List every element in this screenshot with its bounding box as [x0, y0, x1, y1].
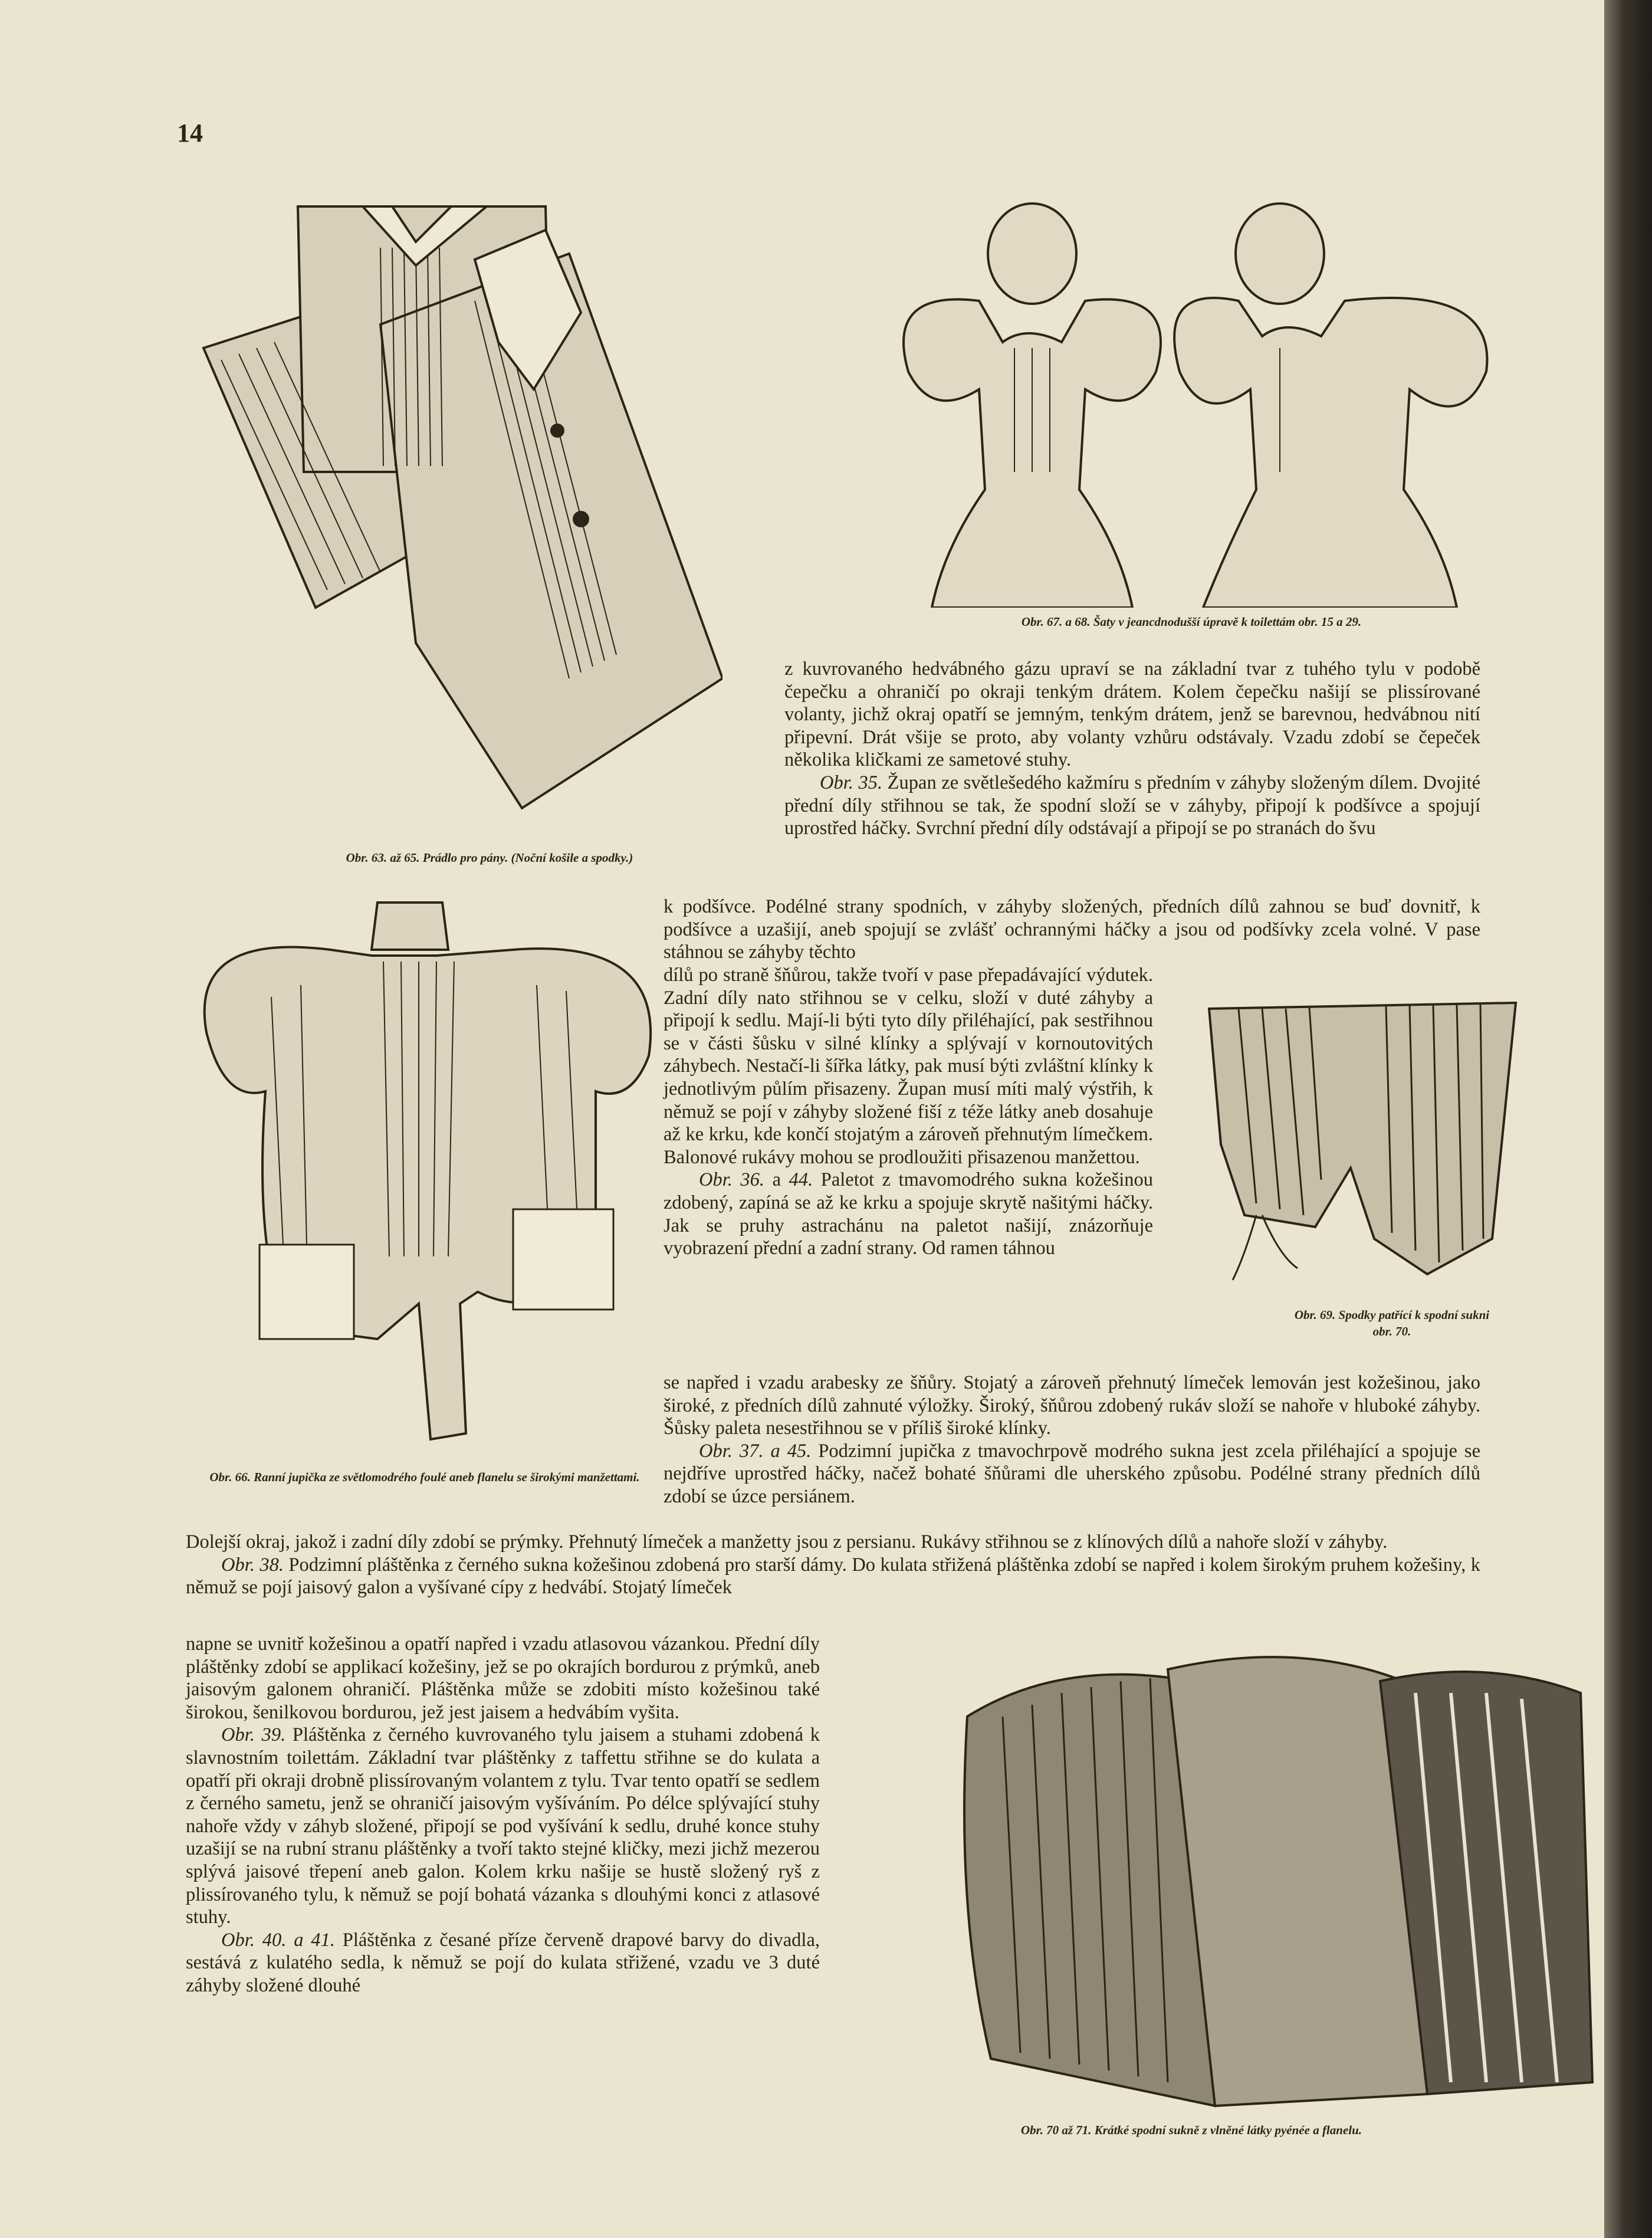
label-obr-39: Obr. 39. — [221, 1724, 286, 1746]
dresses-illustration-icon — [873, 195, 1510, 608]
figure-dresses — [873, 195, 1510, 608]
jacket-illustration-icon — [183, 879, 684, 1445]
paragraph-cap-continuation: z kuvrovaného hedvábného gázu upraví se na základní tvar z tuhého tylu v podobě čepečku a ohraničí po okraji tenkým drátem. Kolem čepečku našijí se plissírované volanty, jichž okraj opatří se jemným, tenkým drátem, jenž se barevnou, hedvábnou nití připevní. Drát všije se proto, aby volanty vzhůru odstávaly. Vzadu zdobí se čepeček několika kličkami ze sametové stuhy. — [784, 658, 1480, 771]
text-obr-36: Paletot z tmavomodrého sukna kožešinou zdobený, zapíná se až ke krku a spojuje skrytě našitými háčky. Jak se pruhy astrachánu na paletot našijí, znázorňuje vyobrazení přední a zadní strany. Od ramen táhnou — [664, 1169, 1153, 1259]
book-spine — [1604, 0, 1652, 2238]
text-full-width-1 — [664, 895, 1480, 964]
text-obr-35: Župan ze světlešedého kažmíru s předním v záhyby složeným dílem. Dvojité přední díly střihnou se tak, že spodní složí se v záhyby, připojí k podšívce a spojují uprostřed háčky. Svrchní přední díly odstávají a připojí se po stranách do švu — [784, 772, 1480, 839]
label-obr-36-a: a — [772, 1169, 781, 1191]
drawers-illustration-icon — [1197, 991, 1528, 1286]
text-column-upper-right — [784, 658, 1480, 840]
caption-fig-67-68: Obr. 67. a 68. Šaty v jeancdnodušší úpravě k toilettám obr. 15 a 29. — [1021, 615, 1362, 629]
paragraph-obr-40 — [186, 1929, 820, 1997]
petticoats-illustration-icon — [944, 1646, 1604, 2112]
label-obr-38: Obr. 38. — [221, 1554, 284, 1576]
label-obr-36: Obr. 36. — [699, 1169, 765, 1191]
paragraph-dolejsi-okraj: Dolejší okraj, jakož i zadní díly zdobí se prýmky. Přehnutý límeček a manžetty jsou z persianu. Rukávy střihnou se z klínových dílů a nahoře složí v záhyby. — [186, 1531, 1388, 1553]
paragraph-obr-37 — [664, 1440, 1480, 1508]
paragraph-arabesky: se napřed i vzadu arabesky ze šňůry. Stojatý a zároveň přehnutý límeček lemován jest kožešinou, jako široké, z předních dílů zahnuté výložky. Široký, šňůrou zdobený rukáv složí se nahoře v hluboké záhyby. Šůsky paleta nesestřihnou se v příliš široké klínky. — [664, 1372, 1480, 1439]
paragraph-obr-39 — [186, 1724, 820, 1928]
text-obr-37: Podzimní jupička z tmavochrpově modrého sukna jest zcela přiléhající a spojuje se nejdříve uprostřed háčky, načež bohaté šňůrami dle uherského způsobu. Podélné strany předních dílů zdobí se úzce persiánem. — [664, 1440, 1480, 1507]
label-obr-40: Obr. 40. a 41. — [221, 1929, 335, 1951]
text-full-width-2 — [664, 1371, 1480, 1508]
figure-jacket — [183, 879, 684, 1445]
caption-fig-66: Obr. 66. Ranní jupička ze světlomodrého foulé aneb flanelu se širokými manžettami. — [209, 1470, 640, 1484]
text-lower-left-column — [186, 1633, 820, 1997]
caption-fig-70-71: Obr. 70 až 71. Krátké spodní sukně z vlněné látky pyénée a flanelu. — [1020, 2123, 1362, 2137]
caption-fig-63-65: Obr. 63. až 65. Prádlo pro pány. (Noční košile a spodky.) — [346, 851, 633, 865]
paragraph-obr-35 — [784, 772, 1480, 840]
text-obr-40: Pláštěnka z česané příze červeně drapové barvy do divadla, sestává z kulatého sedla, k němuž se pojí do kulata střižené, vzadu ve 3 duté záhyby složené dlouhé — [186, 1929, 820, 1996]
label-obr-44: 44. — [789, 1169, 813, 1191]
shirts-illustration-icon — [168, 195, 722, 820]
paragraph-dilu: dílů po straně šňůrou, takže tvoří v pase přepadávající výdutek. Zadní díly nato střihnou se v celku, složí v duté záhyby a připojí k sedlu. Mají-li býti tyto díly přiléhající, pak sestřihnou se v části šůsku v silné klínky a splývají v kornoutovitých záhybech. Nestačí-li šířka látky, pak musí býti zvláštní klínky k jednotlivým půlím přisazeny. Župan musí míti malý výstřih, k němuž se pojí v záhyby složené fiší z téže látky aneb dosahuje až ke krku, kde končí stojatým a zároveň přehnutým límečkem. Balonové rukávy mohou se prodloužiti přisazenou manžettou. — [664, 964, 1153, 1168]
page-number: 14 — [177, 119, 203, 147]
caption-fig-69: Obr. 69. Spodky patřící k spodní sukni obr. 70. — [1294, 1308, 1490, 1339]
paragraph-podsivce: k podšívce. Podélné strany spodních, v záhyby složených, předních dílů zahnou se buď dovnitř, k podšívce a uzašijí, aneb spojují se zvlášť ochrannými háčky a jsou od podšívky zcela volné. V pase stáhnou se záhyby těchto — [664, 896, 1480, 963]
figure-petticoats — [944, 1646, 1604, 2112]
text-obr-38: Podzimní pláštěnka z černého sukna kožešinou zdobená pro starší dámy. Do kulata střižená pláštěnka zdobí se napřed i kolem širokým pruhem kožešiny, k němuž se pojí jaisový galon a vyšívané cípy z hedvábí. Stojatý límeček — [186, 1554, 1480, 1599]
label-obr-35: Obr. 35. — [820, 772, 883, 793]
figure-shirts — [168, 195, 722, 820]
text-obr-39: Pláštěnka z černého kuvrovaného tylu jaisem a stuhami zdobená k slavnostním toilettám. Základní tvar pláštěnky z taffettu střihne se do kulata a opatří při okraji drobně plissírovaným volantem z tylu. Tvar tento opatří se sedlem z černého sametu, jenž se ohraničí jaisovým vyšíváním. Po délce splývající stuhy nahoře vždy v záhyb složené, připojí se pod vyšívání k sedlu, druhé konce stuhy uzašijí se na rubní stranu pláštěnky a tvoří takto stejné kličky, mezi jichž mezerou splývá jaisové třepení aneb galon. Kolem krku našije se hustě složený ryš z plissírovaného tylu, k němuž se pojí bohatá vázanka s dlouhými konci z atlasové stuhy. — [186, 1724, 820, 1928]
paragraph-obr-38 — [186, 1554, 1480, 1599]
text-full-page-width — [186, 1531, 1480, 1599]
paragraph-napne: napne se uvnitř kožešinou a opatří napřed i vzadu atlasovou vázankou. Přední díly pláštěnky zdobí se applikací kožešiny, jež se po okrajích bordurou z prýmků, aneb jaisovým galonem ohraničí. Pláštěnka může se zdobiti místo kožešinou také širokou, šenilkovou bordurou, jež jest jaisem a hedvábím vyšita. — [186, 1633, 820, 1723]
label-obr-37: Obr. 37. a 45. — [699, 1440, 812, 1462]
paragraph-obr-36 — [664, 1169, 1153, 1259]
figure-drawers — [1197, 991, 1528, 1286]
text-middle-column — [664, 964, 1153, 1260]
